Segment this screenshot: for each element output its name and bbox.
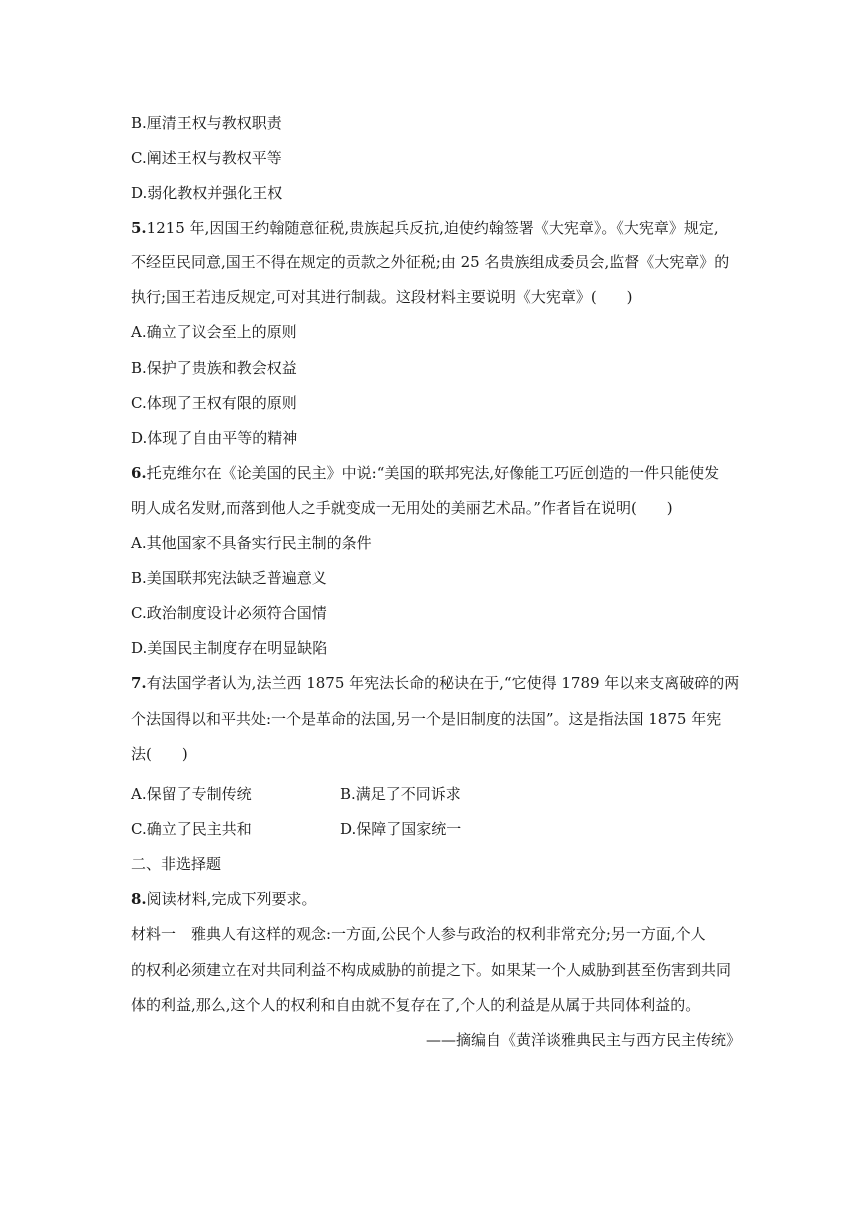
q5-option-d: D.体现了自由平等的精神	[131, 429, 298, 447]
q4-option-d: D.弱化教权并强化王权	[131, 184, 283, 202]
q5-option-a: A.确立了议会至上的原则	[131, 323, 297, 341]
q6-number: 6.	[131, 464, 147, 482]
q6-option-c: C.政治制度设计必须符合国情	[131, 604, 327, 622]
section-2-heading: 二、非选择题	[131, 855, 222, 873]
q5-option-c: C.体现了王权有限的原则	[131, 394, 297, 412]
q5-stem-line-2: 不经臣民同意,国王不得在规定的贡款之外征税;由 25 名贵族组成委员会,监督《大宪章》的	[131, 253, 730, 271]
q5-option-b: B.保护了贵族和教会权益	[131, 359, 297, 377]
q8-material-line-1: 材料一 雅典人有这样的观念:一方面,公民个人参与政治的权利非常充分;另一方面,个人	[131, 925, 706, 943]
q7-stem-line-2: 个法国得以和平共处:一个是革命的法国,另一个是旧制度的法国”。这是指法国 1875 年宪	[131, 710, 722, 728]
q8-source: ——摘编自《黄洋谈雅典民主与西方民主传统》	[425, 1031, 741, 1049]
q7-options-row-2	[131, 819, 741, 839]
q7-number: 7.	[131, 674, 147, 692]
q4-option-c: C.阐述王权与教权平等	[131, 149, 282, 167]
q7-stem-line-1: 7.有法国学者认为,法兰西 1875 年宪法长命的秘诀在于,“它使得 1789 年以来支离破碎的两	[131, 674, 740, 692]
q8-number: 8.	[131, 890, 147, 908]
q8-material-line-2: 的权利必须建立在对共同利益不构成威胁的前提之下。如果某一个人威胁到甚至伤害到共同	[131, 961, 732, 979]
q6-option-b: B.美国联邦宪法缺乏普遍意义	[131, 569, 327, 587]
q6-stem-line-1: 6.托克维尔在《论美国的民主》中说:“美国的联邦宪法,好像能工巧匠创造的一件只能使发	[131, 464, 720, 482]
q7-option-a: A.保留了专制传统	[131, 785, 252, 803]
q7-option-b: B.满足了不同诉求	[340, 785, 461, 803]
q5-stem-line-1: 5.1215 年,因国王约翰随意征税,贵族起兵反抗,迫使约翰签署《大宪章》。《大宪章》规定,	[131, 219, 719, 237]
q7-options-row-1	[131, 784, 741, 804]
q5-stem-line-3: 执行;国王若违反规定,可对其进行制裁。这段材料主要说明《大宪章》( )	[131, 288, 633, 306]
q7-stem-line-3: 法( )	[131, 745, 188, 763]
q5-number: 5.	[131, 219, 147, 237]
q6-option-d: D.美国民主制度存在明显缺陷	[131, 639, 328, 657]
q7-option-d: D.保障了国家统一	[340, 820, 462, 838]
q6-stem-line-2: 明人成名发财,而落到他人之手就变成一无用处的美丽艺术品。”作者旨在说明( )	[131, 499, 673, 517]
q7-option-c: C.确立了民主共和	[131, 820, 252, 838]
q8-material-line-3: 体的利益,那么,这个人的权利和自由就不复存在了,个人的利益是从属于共同体利益的。	[131, 996, 701, 1014]
q8-stem: 8.阅读材料,完成下列要求。	[131, 890, 317, 908]
q4-option-b: B.厘清王权与教权职责	[131, 114, 282, 132]
q6-option-a: A.其他国家不具备实行民主制的条件	[131, 534, 372, 552]
